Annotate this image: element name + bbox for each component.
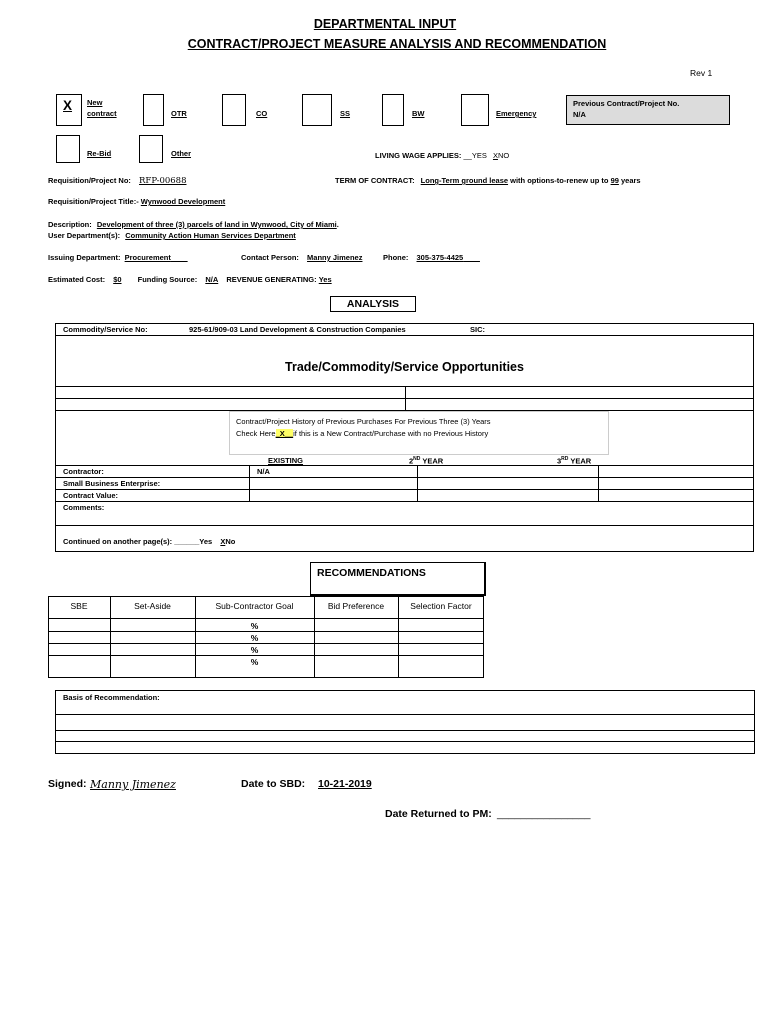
previous-contract-label: Previous Contract/Project No. — [573, 99, 680, 108]
divider — [598, 465, 599, 501]
signed-label: Signed: — [48, 778, 87, 790]
col-3rd-sup: RD — [561, 456, 569, 462]
project-title-value: Wynwood Development — [140, 197, 226, 206]
continued-no: No — [225, 537, 236, 546]
col-3rd-year-label: YEAR — [570, 456, 592, 466]
term-end: years — [621, 176, 641, 185]
col-existing: EXISTING — [268, 456, 304, 465]
divider — [48, 631, 484, 632]
term-row — [335, 176, 641, 185]
bw-label: BW — [412, 109, 425, 118]
user-department-label: User Department(s): — [48, 231, 121, 240]
living-wage — [375, 151, 509, 160]
divider — [417, 465, 418, 501]
continued-label: Continued on another page(s): — [63, 537, 173, 546]
previous-contract-value: N/A — [573, 110, 586, 119]
phone-label: Phone: — [383, 253, 409, 262]
cost-row — [48, 275, 332, 284]
date-returned-value: ________________ — [497, 808, 591, 820]
description-value: Development of three (3) parcels of land in Wynwood, City of Miami — [96, 220, 337, 229]
commodity-value: 925-61/909-03 Land Development & Construction Companies — [189, 325, 406, 334]
divider — [55, 730, 755, 731]
ss-checkbox[interactable] — [302, 94, 332, 126]
divider — [55, 501, 754, 502]
new-contract-mark: X — [63, 98, 73, 113]
cost-value: $0 — [113, 275, 122, 284]
cost-label: Estimated Cost: — [48, 275, 106, 284]
divider — [249, 465, 250, 501]
col-selection-factor: Selection Factor — [410, 601, 472, 611]
term-label: TERM OF CONTRACT: — [335, 176, 415, 185]
divider — [55, 489, 754, 490]
date-sbd-value: 10-21-2019 — [318, 778, 372, 790]
col-2nd-num: 2 — [409, 456, 414, 466]
history-check-post: if this is a New Contract/Purchase with no Previous History — [293, 429, 489, 438]
revenue-value: Yes — [318, 275, 332, 284]
issuing-row: Issuing Department: Procurement____ — [48, 253, 188, 262]
row-sbe: Small Business Enterprise: — [63, 479, 161, 488]
goal-percent: % — [250, 645, 259, 655]
divider — [55, 465, 754, 466]
funding-label: Funding Source: — [137, 275, 198, 284]
other-checkbox[interactable] — [139, 135, 163, 163]
basis-table — [55, 690, 755, 754]
analysis-heading: ANALYSIS — [330, 296, 416, 312]
emergency-checkbox[interactable] — [461, 94, 489, 126]
issuing-value: Procurement — [124, 253, 171, 262]
row-comments: Comments: — [63, 503, 105, 512]
date-sbd-label: Date to SBD: — [241, 778, 306, 790]
history-check-pre: Check Here — [236, 429, 276, 438]
goal-percent: % — [250, 633, 259, 643]
col-2nd-sup: ND — [413, 456, 421, 462]
living-wage-label: LIVING WAGE APPLIES: — [375, 151, 462, 160]
date-returned-label: Date Returned to PM: — [385, 808, 492, 820]
col-sbe: SBE — [70, 601, 88, 611]
new-contract-label-2: contract — [87, 109, 117, 118]
user-department-value: Community Action Human Services Department — [125, 231, 296, 240]
new-contract-label-1: New — [87, 98, 103, 107]
contact-value: Manny Jimenez — [307, 253, 363, 262]
contractor-existing: N/A — [257, 467, 270, 476]
recommendations-heading-box — [310, 562, 486, 596]
other-label: Other — [171, 149, 192, 158]
ss-label: SS — [340, 109, 351, 118]
requisition-value: RFP-00688 — [139, 176, 187, 186]
description-label: Description: — [48, 220, 92, 229]
living-wage-yes: __YES — [463, 151, 487, 160]
otr-label: OTR — [171, 109, 187, 118]
divider — [55, 525, 754, 526]
term-mid: with options-to-renew up to — [510, 176, 609, 185]
history-line1: Contract/Project History of Previous Purchases For Previous Three (3) Years — [236, 417, 491, 426]
requisition-label: Requisition/Project No: — [48, 176, 131, 185]
contact-row — [241, 253, 362, 262]
user-department-row — [48, 231, 296, 240]
continued-row — [63, 537, 235, 546]
divider — [55, 477, 754, 478]
project-title-row — [48, 197, 225, 206]
issuing-label: Issuing Department: — [48, 253, 121, 262]
living-wage-no: NO — [497, 151, 510, 160]
form-title: DEPARTMENTAL INPUT — [313, 17, 457, 31]
emergency-label: Emergency — [496, 109, 537, 118]
basis-label: Basis of Recommendation: — [63, 693, 160, 702]
row-contractor: Contractor: — [63, 467, 104, 476]
divider — [55, 714, 755, 715]
contact-label: Contact Person: — [241, 253, 299, 262]
col-bid-preference: Bid Preference — [327, 601, 385, 611]
revenue-label: REVENUE GENERATING: — [226, 275, 317, 284]
goal-percent: % — [250, 621, 259, 631]
commodity-label: Commodity/Service No: — [63, 325, 148, 334]
description-row: Description: Development of three (3) parcels of land in Wynwood, City of Miami. — [48, 220, 339, 229]
recommendations-heading: RECOMMENDATIONS — [317, 567, 426, 579]
term-value: Long-Term ground lease — [420, 176, 509, 185]
revision-label: Rev 1 — [690, 68, 713, 78]
divider — [55, 741, 755, 742]
col-2nd-year-label: YEAR — [422, 456, 444, 466]
rebid-checkbox[interactable] — [56, 135, 80, 163]
co-label: CO — [256, 109, 268, 118]
phone-row: Phone: 305-375-4425____ — [383, 253, 480, 262]
divider — [405, 386, 406, 410]
col-3rd-num: 3 — [557, 456, 562, 466]
otr-checkbox[interactable] — [143, 94, 164, 126]
living-wage-x: X — [492, 151, 498, 160]
project-title-label: Requisition/Project Title:- — [48, 197, 139, 206]
term-num: 99 — [610, 176, 619, 185]
previous-contract-box — [566, 95, 730, 125]
history-line2 — [236, 429, 488, 438]
co-checkbox[interactable] — [222, 94, 246, 126]
sic-label: SIC: — [470, 325, 485, 334]
col-subcontractor-goal: Sub-Contractor Goal — [215, 601, 294, 611]
funding-value: N/A — [205, 275, 219, 284]
divider — [48, 643, 484, 644]
divider — [48, 655, 484, 656]
phone-value: 305-375-4425 — [416, 253, 464, 262]
continued-x: X — [220, 537, 226, 546]
opportunities-heading: Trade/Commodity/Service Opportunities — [285, 360, 524, 374]
requisition-row — [48, 176, 186, 186]
row-contract-value: Contract Value: — [63, 491, 119, 500]
divider — [55, 335, 754, 336]
new-contract-checkbox[interactable] — [56, 94, 82, 126]
divider — [48, 618, 484, 619]
continued-yes: ______Yes — [174, 537, 213, 546]
form-subtitle: CONTRACT/PROJECT MEASURE ANALYSIS AND RECOMMENDATION — [187, 37, 607, 51]
bw-checkbox[interactable] — [382, 94, 404, 126]
signature: Manny Jimenez — [90, 778, 176, 791]
rebid-label: Re-Bid — [87, 149, 112, 158]
history-check-mark: _X__ — [275, 429, 294, 438]
col-set-aside: Set-Aside — [134, 601, 171, 611]
goal-percent: % — [250, 657, 259, 667]
